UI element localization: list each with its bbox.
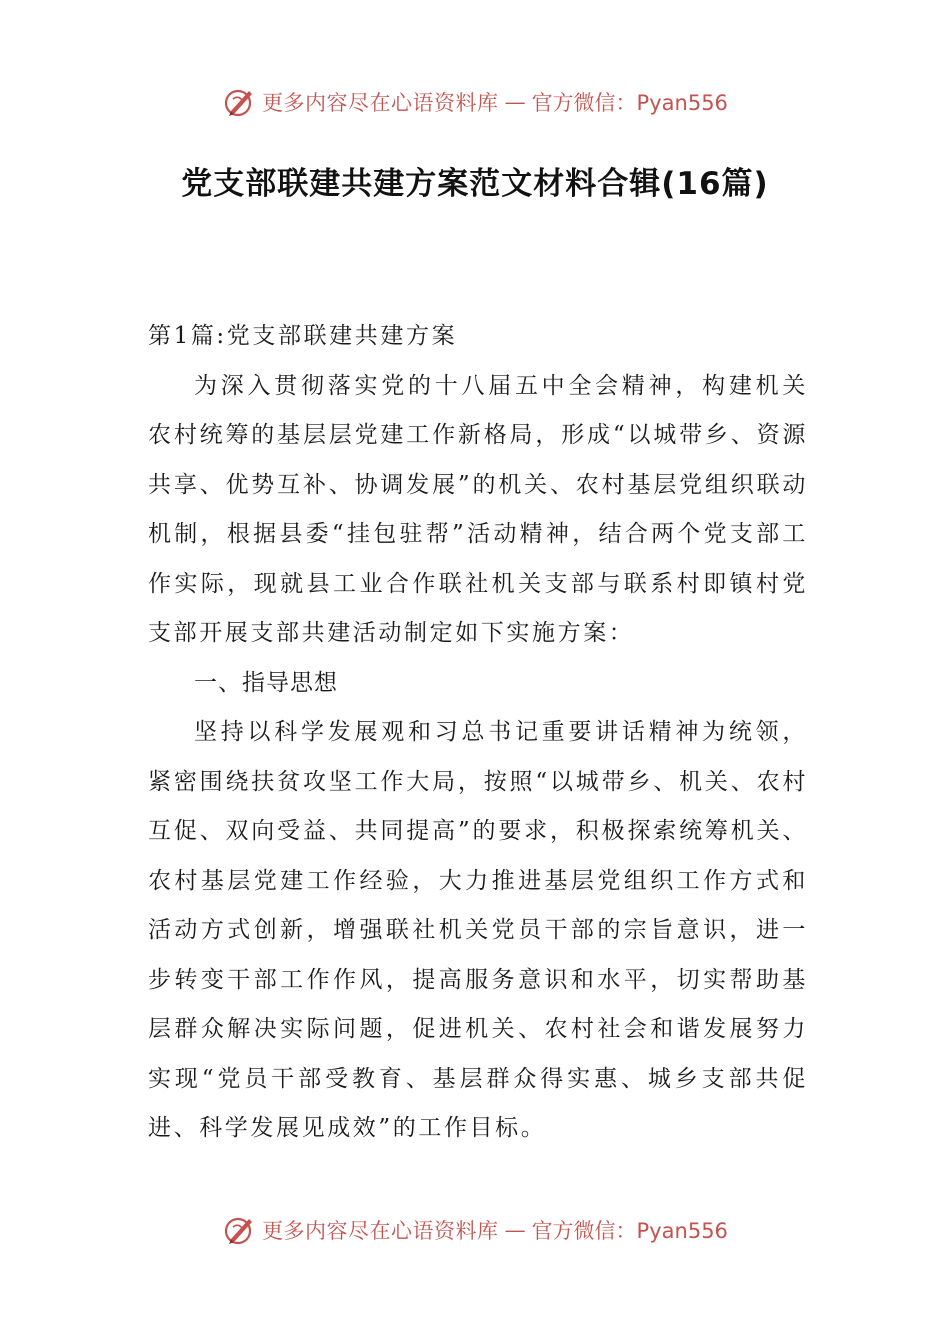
banner-text: 更多内容尽在心语资料库 (262, 1219, 499, 1243)
paragraph: 坚持以科学发展观和习总书记重要讲话精神为统领，紧密围绕扶贫攻坚工作大局，按照“以城带乡、机关、农村互促、双向受益、共同提高”的要求，积极探索统筹机关、农村基层党建工作经验，大力推进基层党组织工作方式和活动方式创新，增强联社机关党员干部的宗旨意识，进一步转变干部工作作风，提高服务意识和水平，切实帮助基层群众解决实际问题，促进机关、农村社会和谐发展努力实现“党员干部受教育、基层群众得实惠、城乡支部共促进、科学发展见成效”的工作目标。 (148, 719, 808, 1141)
pen-logo-icon (222, 1213, 256, 1247)
banner-text: 更多内容尽在心语资料库 (262, 91, 499, 115)
banner-separator: — (504, 90, 526, 114)
header-watermark-banner (0, 82, 950, 122)
pen-logo-icon (222, 85, 256, 119)
document-title: 党支部联建共建方案范文材料合辑(16篇) (181, 166, 769, 202)
paragraph: 为深入贯彻落实党的十八届五中全会精神，构建机关农村统筹的基层层党建工作新格局，形成“以城带乡、资源共享、优势互补、协调发展”的机关、农村基层党组织联动机制，根据县委“挂包驻帮”活动精神，结合两个党支部工作实际，现就县工业合作联社机关支部与联系村即镇村党支部开展支部共建活动制定如下实施方案： (148, 372, 808, 646)
document-body (148, 312, 808, 1154)
banner-wechat: 官方微信：Pyan556 (531, 1219, 728, 1243)
banner-wechat: 官方微信：Pyan556 (531, 91, 728, 115)
footer-watermark-banner (0, 1210, 950, 1250)
subheading-guiding-ideology: 一、指导思想 (194, 669, 338, 696)
banner-separator: — (504, 1218, 526, 1242)
section-heading: 第1篇:党支部联建共建方案 (148, 323, 458, 349)
